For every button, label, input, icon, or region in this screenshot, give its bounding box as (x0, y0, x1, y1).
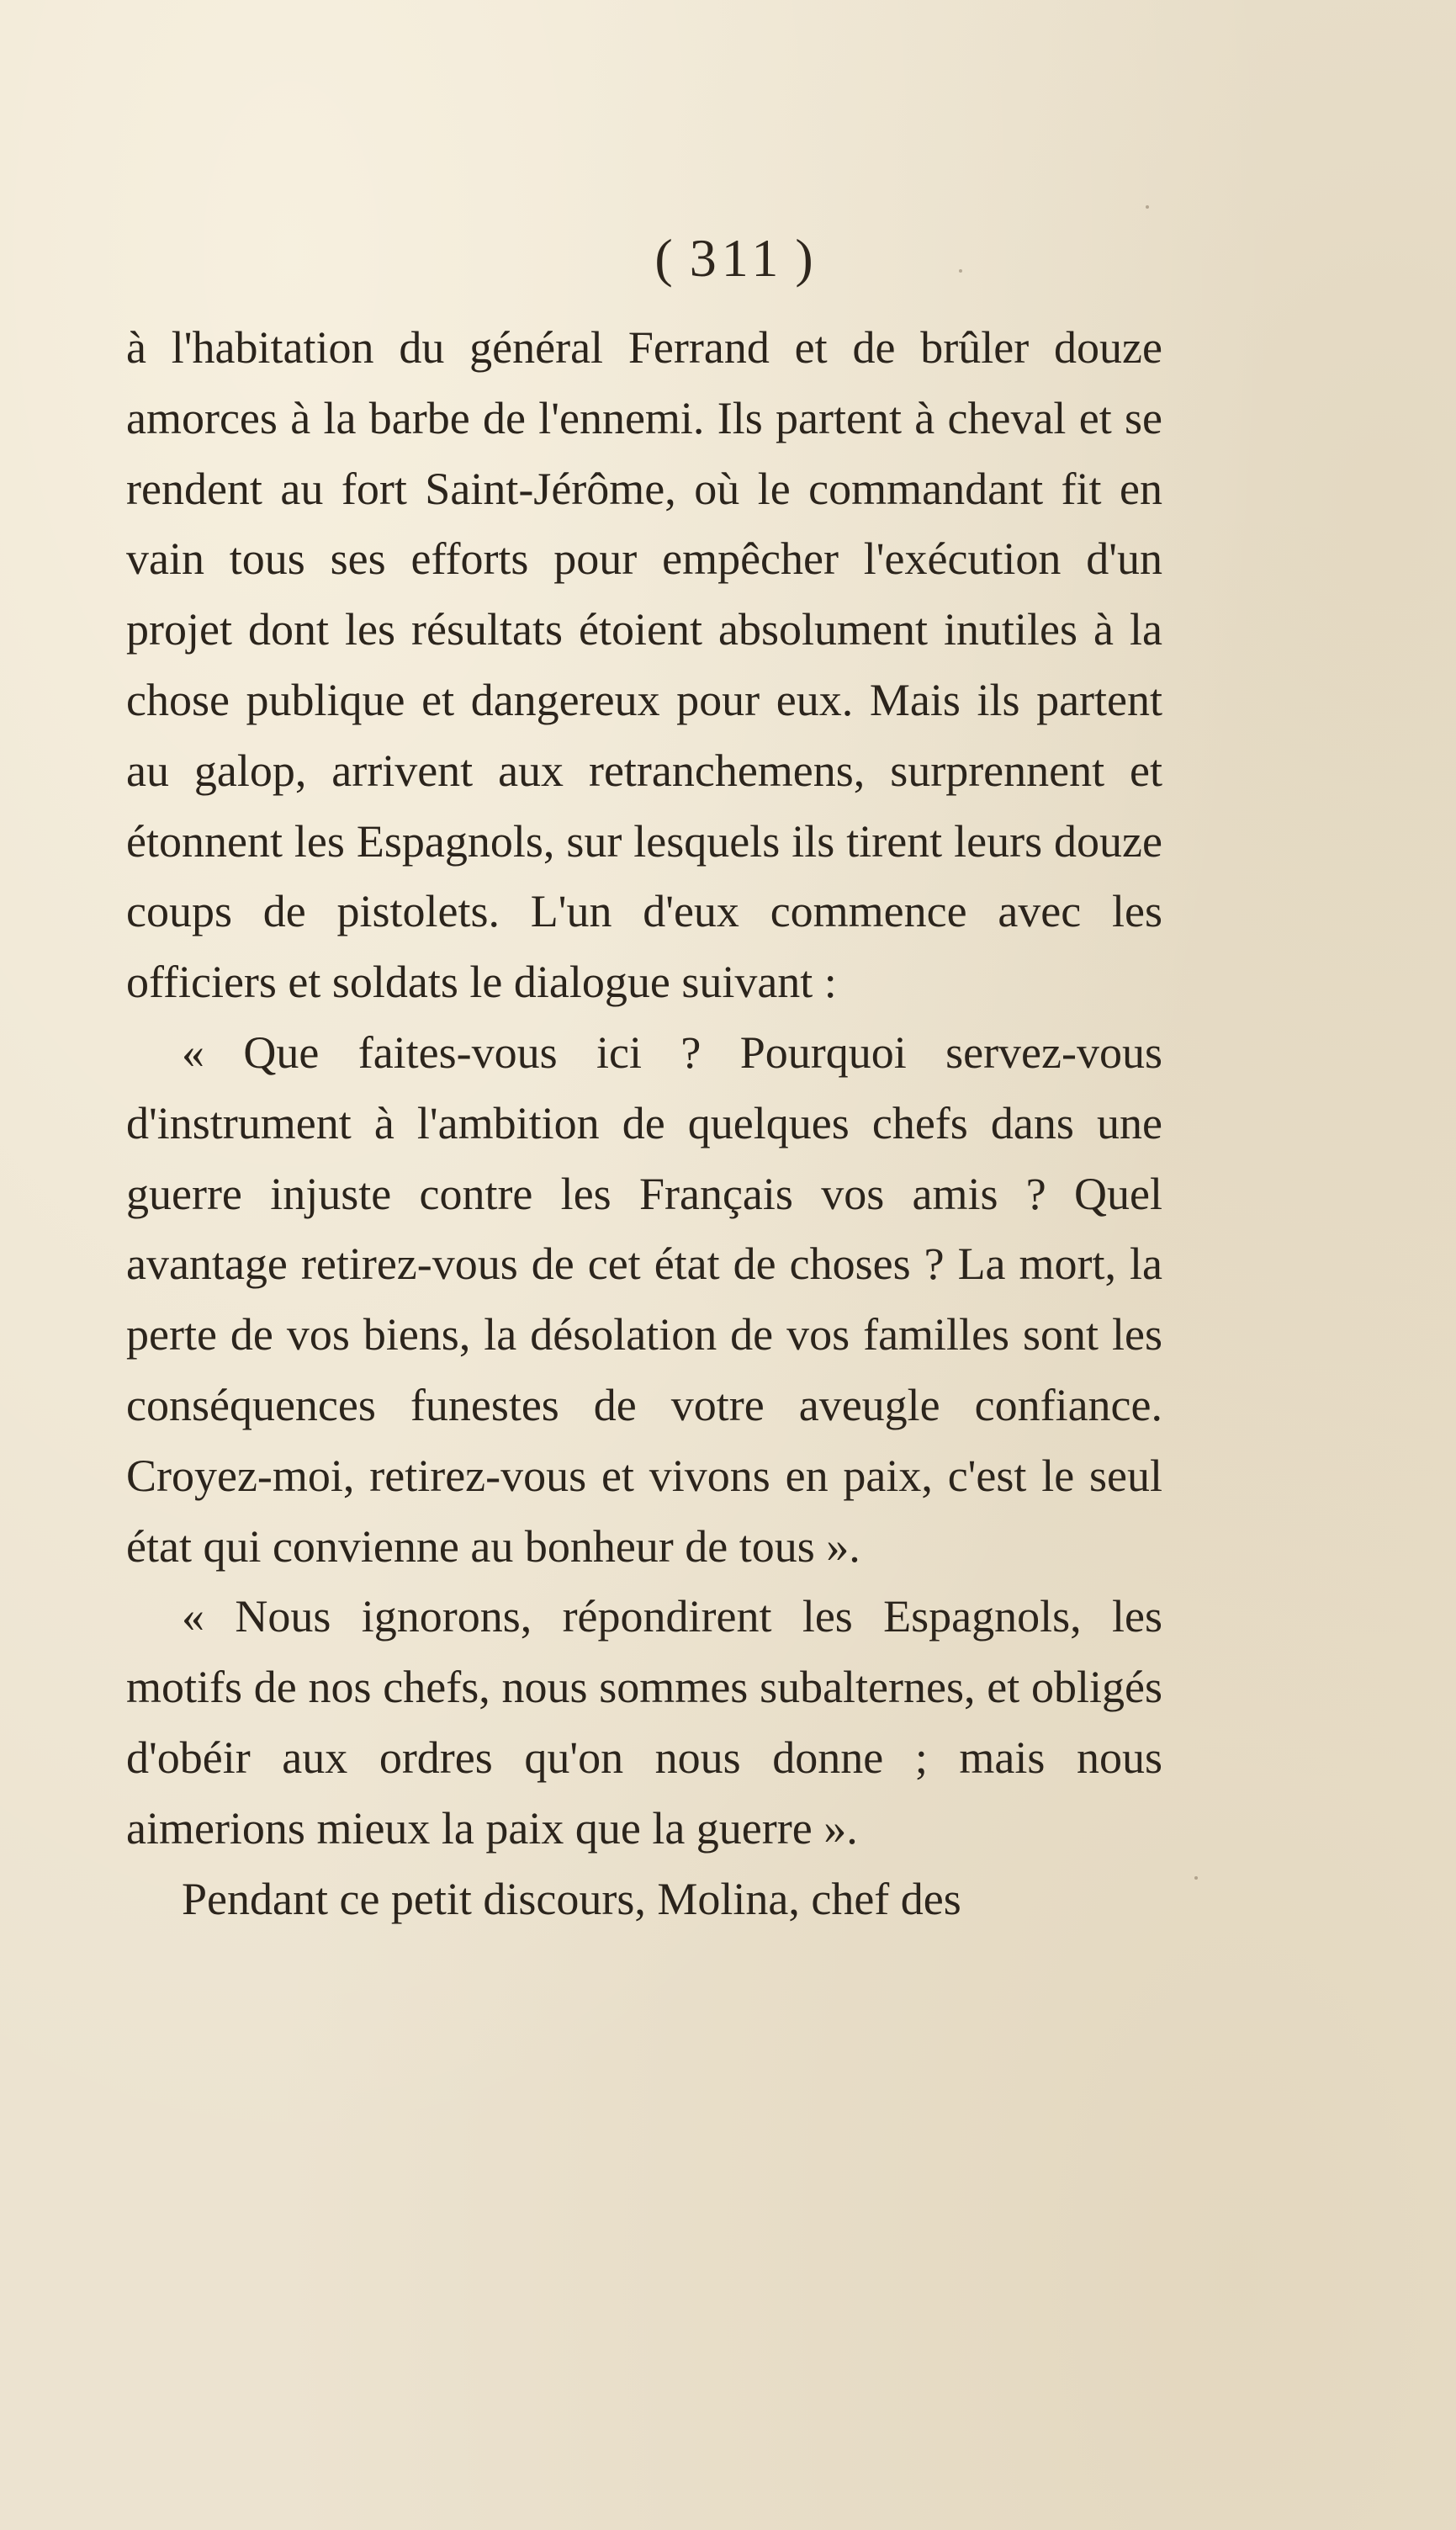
body-text (126, 313, 1162, 1934)
paper-speck (1194, 1876, 1198, 1880)
page-number-header (0, 227, 1456, 289)
header-paren-close: ) (795, 228, 818, 288)
paragraph-spanish-reply: « Nous ignorons, répondirent les Espagnols, les motifs de nos chefs, nous sommes subalternes, et obligés d'obéir aux ordres qu'on nous donne ; mais nous aimerions mieux la paix que la guerre ». (126, 1591, 1162, 1854)
paper-speck (1146, 205, 1149, 209)
paragraph-continuation: à l'habitation du général Ferrand et de brûler douze amorces à la barbe de l'ennemi. Ils partent à cheval et se rendent au fort Saint-Jérôme, où le commandant fit en vain tous ses efforts pour empêcher l'exécution d'un projet dont les résultats étoient absolument inutiles à la chose publique et dangereux pour eux. Mais ils partent au galop, arrivent aux retranchemens, surprennent et étonnent les Espagnols, sur lesquels ils tirent leurs douze coups de pistolets. L'un d'eux commence avec les officiers et soldats le dialogue suivant : (126, 322, 1162, 1008)
paragraph-molina: Pendant ce petit discours, Molina, chef des (182, 1873, 961, 1924)
page-number: 311 (689, 228, 784, 288)
paragraph-french-speech: « Que faites-vous ici ? Pourquoi servez-vous d'instrument à l'ambition de quelques chefs dans une guerre injuste contre les Français vos amis ? Quel avantage retirez-vous de cet état de choses ? La mort, la perte de vos biens, la désolation de vos familles sont les conséquences funestes de votre aveugle confiance. Croyez-moi, retirez-vous et vivons en paix, c'est le seul état qui convienne au bonheur de tous ». (126, 1026, 1162, 1572)
paper-speck (959, 269, 962, 273)
header-paren-open: ( (654, 228, 678, 288)
